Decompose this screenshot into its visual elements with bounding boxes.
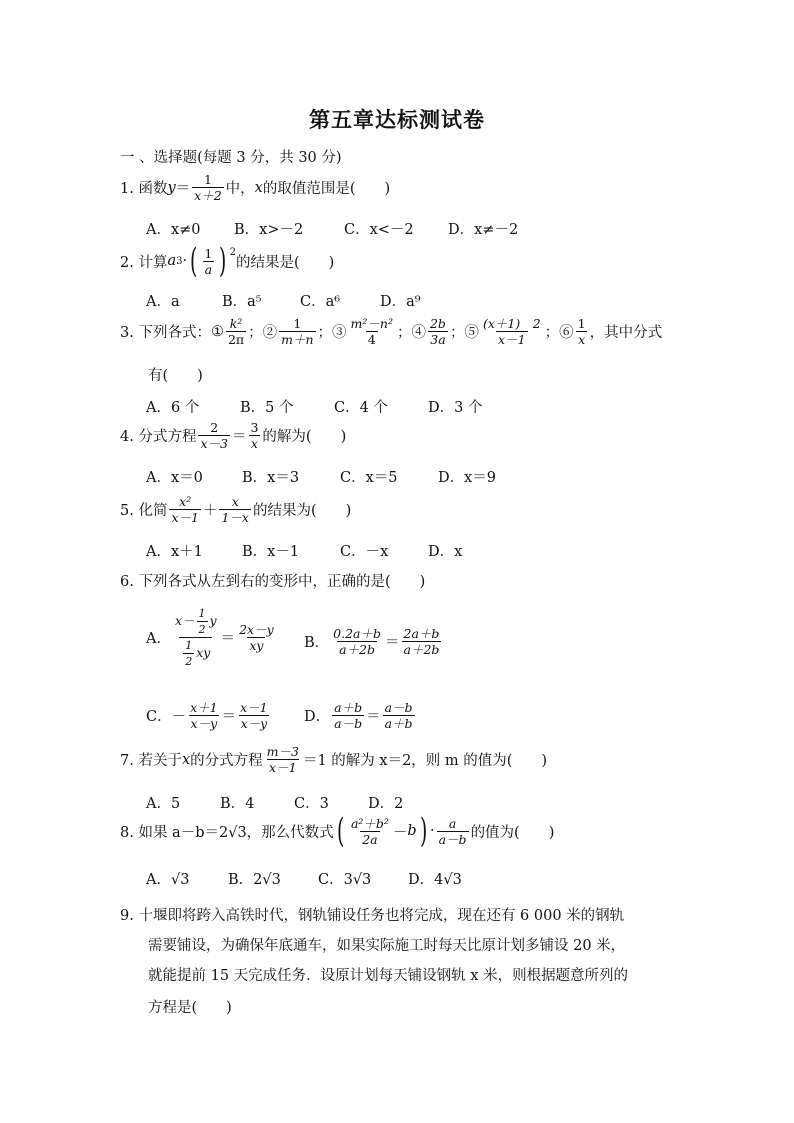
page-title: 第五章达标测试卷 — [309, 108, 485, 132]
q5-stem-pre: 5. 化简 — [120, 503, 168, 519]
question-5: 5. 化简 $\frac{\text{x²}}{x-1}$ ＋ $\frac{x}{1-x}$ 的结果为( ) — [120, 494, 352, 525]
q1-stem-pre: 1. 函数 — [120, 181, 168, 197]
q4-option-d[interactable]: D．x＝9 — [438, 470, 497, 486]
question-9-line-1: 9. 十堰即将跨入高铁时代，钢轨铺设任务也将完成，现在还有 6 000 米的钢轨 — [120, 908, 625, 924]
q6-option-a[interactable]: A． x－ $\frac{1}{2}$ y $\frac{1}{2}$ xy ＝ $\frac{2x-y}{xy}$ — [146, 607, 274, 668]
q6-option-b[interactable]: B． $\frac{0.2a+b}{a+2b}$ ＝ $\frac{2a+b}{a+2b}$ — [304, 626, 440, 657]
q5-option-b[interactable]: B．x－1 — [242, 544, 300, 560]
question-9-line-4: 方程是( ) — [148, 1000, 232, 1016]
q3-option-a[interactable]: A．6 个 — [146, 400, 200, 416]
q2-stem-pre: 2. 计算 — [120, 254, 168, 271]
question-1: 1. 函数 y ＝ $\frac{1}{x+2}$ 中， x 的取值范围是( ) — [120, 172, 391, 203]
q3-stem-pre: 3. 下列各式： — [120, 325, 211, 341]
question-9-line-2: 需要铺设，为确保年底通车，如果实际施工时每天比原计划多铺设 20 米， — [148, 938, 626, 954]
q7-option-d[interactable]: D．2 — [368, 796, 404, 812]
q4-stem-pre: 4. 分式方程 — [120, 429, 197, 445]
q7-option-a[interactable]: A．5 — [146, 796, 181, 812]
q4-option-c[interactable]: C．x＝5 — [340, 470, 398, 486]
q1-stem-mid: 中， — [225, 181, 255, 197]
q2-stem-post: 的结果是( ) — [235, 254, 335, 271]
q2-option-d[interactable]: D．a⁹ — [380, 294, 421, 310]
question-7: 7. 若关于 x 的分式方程 $\frac{m-3}{x-1}$ ＝1 的解为 x＝2，则 m 的值为( ) — [120, 744, 548, 775]
q8-option-c[interactable]: C．3√3 — [318, 872, 372, 888]
q1-stem-post: 的取值范围是( ) — [262, 181, 391, 197]
q5-option-c[interactable]: C．－x — [340, 544, 389, 560]
q7-option-c[interactable]: C．3 — [294, 796, 329, 812]
q3-option-c[interactable]: C．4 个 — [334, 400, 388, 416]
q8-option-d[interactable]: D．4√3 — [408, 872, 462, 888]
q1-y: y — [167, 179, 176, 196]
q1-option-a[interactable]: A．x≠0 — [146, 222, 201, 238]
q3-stem-continued: 有( ) — [148, 368, 203, 384]
q5-option-d[interactable]: D．x — [428, 544, 463, 560]
q7-option-b[interactable]: B．4 — [220, 796, 255, 812]
q6-option-d[interactable]: D． $\frac{a+b}{a-b}$ ＝ $\frac{a-b}{a+b}$ — [304, 700, 413, 731]
question-2: 2. 计算 a 3 · ( $\frac{1}{a}$ ) 2 的结果是( ) — [120, 241, 335, 281]
question-3: 3. 下列各式： ① $\frac{\text{k²}}{2\pi}$ ；② $\frac{1}{m+n}$ ；③ $\frac{\text{m²－n²}}{4}$ ；④ $\frac{2b}{3a}$ ；⑤ $\frac{(x+1) 2}{x-1}$ ；⑥ $\frac{1}{x}$ ，其中分式 — [120, 316, 663, 347]
q2-option-b[interactable]: B．a⁵ — [222, 294, 262, 310]
q1-option-b[interactable]: B．x>－2 — [234, 222, 304, 238]
question-4: 4. 分式方程 $\frac{2}{x-3}$ ＝ $\frac{3}{x}$ 的解为( ) — [120, 420, 347, 451]
question-8: 8. 如果 a－b＝2√3，那么代数式 ( $\frac{\text{a²＋b²}}{2a}$ － b ) · $\frac{a}{a-b}$ 的值为( ) — [120, 811, 555, 851]
q3-stem-post: ，其中分式 — [589, 325, 663, 341]
q3-option-b[interactable]: B．5 个 — [240, 400, 294, 416]
q6-option-c[interactable]: C． － $\frac{x+1}{x-y}$ ＝ $\frac{x-1}{x-y}$ — [146, 700, 268, 731]
q8-option-b[interactable]: B．2√3 — [228, 872, 281, 888]
q1-option-d[interactable]: D．x≠－2 — [448, 222, 519, 238]
q4-option-a[interactable]: A．x＝0 — [146, 470, 203, 486]
q8-option-a[interactable]: A．√3 — [146, 872, 190, 888]
section-heading: 一 、选择题(每题 3 分，共 30 分) — [120, 150, 342, 166]
q2-option-c[interactable]: C．a⁶ — [300, 294, 341, 310]
question-6: 6. 下列各式从左到右的变形中，正确的是( ) — [120, 574, 426, 590]
q4-stem-post: 的解为( ) — [262, 429, 347, 445]
q4-option-b[interactable]: B．x＝3 — [242, 470, 300, 486]
q5-option-a[interactable]: A．x＋1 — [146, 544, 203, 560]
question-9-line-3: 就能提前 15 天完成任务．设原计划每天铺设钢轨 x 米，则根据题意所列的 — [148, 968, 629, 984]
q5-stem-post: 的结果为( ) — [252, 503, 352, 519]
q1-fraction: $\frac{1}{x+2}$ — [194, 172, 222, 203]
q3-option-d[interactable]: D．3 个 — [428, 400, 483, 416]
q2-option-a[interactable]: A．a — [146, 294, 180, 310]
q1-option-c[interactable]: C．x<－2 — [344, 222, 414, 238]
